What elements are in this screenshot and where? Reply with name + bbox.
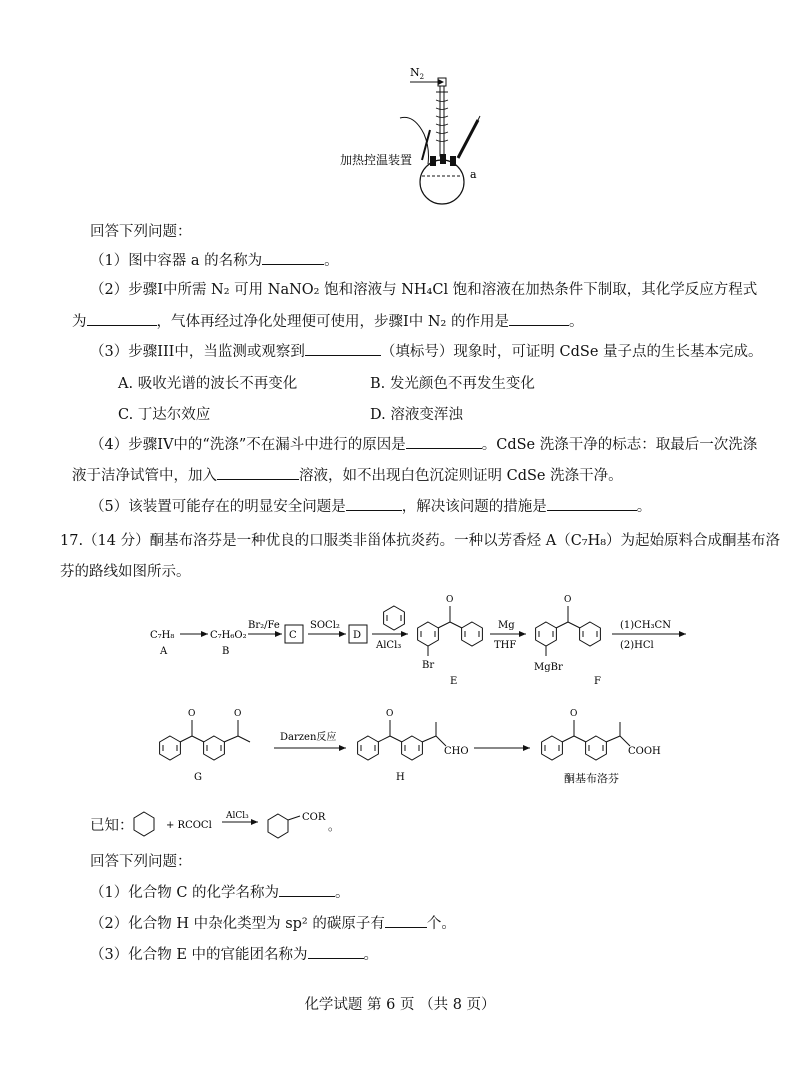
answer-blank[interactable] <box>279 882 335 897</box>
answer-blank[interactable] <box>385 913 427 928</box>
q16-part2-line2: 为 ，气体再经过净化处理便可使用，步骤I中 N₂ 的作用是 。 <box>72 311 583 332</box>
known-cor: COR <box>302 812 326 823</box>
q17-intro: 回答下列问题： <box>90 854 192 870</box>
page-footer: 化学试题 第 6 页 （共 8 页） <box>304 997 496 1013</box>
reagent-5-bottom: (2)HCl <box>620 640 654 651</box>
q17-stem-line1: 17.（14 分）酮基布洛芬是一种优良的口服类非甾体抗炎药。一种以芳香烃 A（C₇H₈）为起始原料合成酮基布洛 <box>60 533 781 549</box>
answer-blank[interactable] <box>346 496 402 511</box>
answer-blank[interactable] <box>262 250 324 265</box>
label-product: 酮基布洛芬 <box>564 772 619 785</box>
label-f: F <box>594 676 601 687</box>
known-reaction <box>128 806 358 842</box>
option-c: C. 丁达尔效应 <box>118 407 211 423</box>
q17-stem-line2: 芬的路线如图所示。 <box>60 564 191 580</box>
compound-a-formula: C₇H₈ <box>150 630 175 641</box>
q16-intro: 回答下列问题： <box>90 224 192 240</box>
svg-text:O: O <box>446 595 454 605</box>
compound-b-formula: C₇H₆O₂ <box>210 630 247 641</box>
compound-e <box>418 595 483 656</box>
svg-text:O: O <box>234 709 242 719</box>
q16-part1: （1）图中容器 a 的名称为 。 <box>90 250 339 271</box>
known-reagent: AlCl₃ <box>226 811 249 821</box>
label-cho: CHO <box>444 746 469 757</box>
synthesis-scheme <box>150 588 690 798</box>
reagent-5-top: (1)CH₃CN <box>620 620 671 631</box>
flask-label: a <box>470 168 477 181</box>
reagent-6: Darzen反应 <box>280 732 337 743</box>
q16-part4-line2: 液于洁净试管中，加入 溶液，如不出现白色沉淀则证明 CdSe 洗涤干净。 <box>72 465 623 486</box>
known-suffix: 。 <box>328 819 341 833</box>
label-a: A <box>160 646 168 657</box>
known-rcocl: + RCOCl <box>166 820 212 831</box>
q16-part5: （5）该装置可能存在的明显安全问题是 ，解决该问题的措施是 。 <box>90 496 651 517</box>
reagent-1: Br₂/Fe <box>248 620 280 631</box>
answer-blank[interactable] <box>308 944 364 959</box>
option-b: B. 发光颜色不再发生变化 <box>370 376 535 392</box>
svg-text:O: O <box>386 709 394 719</box>
label-br: Br <box>422 660 435 671</box>
svg-text:O: O <box>188 709 196 719</box>
q17-part3: （3）化合物 E 中的官能团名称为 。 <box>90 944 378 965</box>
label-cooh: COOH <box>628 746 661 757</box>
q16-part3: （3）步骤III中，当监测或观察到 （填标号）现象时，可证明 CdSe 量子点的生长基本完成。 <box>90 341 763 362</box>
reagent-4-top: Mg <box>498 620 515 631</box>
known-prefix: 已知： <box>90 818 134 834</box>
compound-f <box>536 595 601 656</box>
option-d: D. 溶液变浑浊 <box>370 407 463 423</box>
option-a: A. 吸收光谱的波长不再变化 <box>118 376 298 392</box>
answer-blank[interactable] <box>547 496 637 511</box>
label-g: G <box>194 772 202 783</box>
label-h: H <box>396 772 405 783</box>
label-b: B <box>222 646 230 657</box>
svg-text:O: O <box>570 709 578 719</box>
q16-part4-line1: （4）步骤IV中的“洗涤”不在漏斗中进行的原因是 。CdSe 洗涤干净的标志：取最后一次洗涤 <box>90 434 757 455</box>
q17-part2: （2）化合物 H 中杂化类型为 sp² 的碳原子有 个。 <box>90 913 456 934</box>
answer-blank[interactable] <box>87 311 157 326</box>
reagent-3: AlCl₃ <box>376 640 402 651</box>
box-d: D <box>353 630 362 641</box>
reagent-4-bottom: THF <box>494 640 517 651</box>
reagent-2: SOCl₂ <box>310 620 340 631</box>
apparatus-figure <box>330 60 490 210</box>
heater-label: 加热控温装置 <box>340 153 413 167</box>
answer-blank[interactable] <box>305 341 381 356</box>
q16-part2-line1: （2）步骤I中所需 N₂ 可用 NaNO₂ 饱和溶液与 NH₄Cl 饱和溶液在加热条件下制取，其化学反应方程式 <box>90 282 758 298</box>
compound-h <box>358 709 446 760</box>
answer-blank[interactable] <box>406 434 482 449</box>
svg-text:O: O <box>564 595 572 605</box>
answer-blank[interactable] <box>509 311 569 326</box>
compound-ketoprofen <box>542 709 630 760</box>
n2-label: $N_2$ <box>410 66 425 81</box>
box-c: C <box>289 630 297 641</box>
label-e: E <box>450 676 458 687</box>
q17-part1: （1）化合物 C 的化学名称为 。 <box>90 882 350 903</box>
label-mgbr: MgBr <box>534 662 563 673</box>
answer-blank[interactable] <box>217 465 299 480</box>
compound-g <box>160 709 250 760</box>
